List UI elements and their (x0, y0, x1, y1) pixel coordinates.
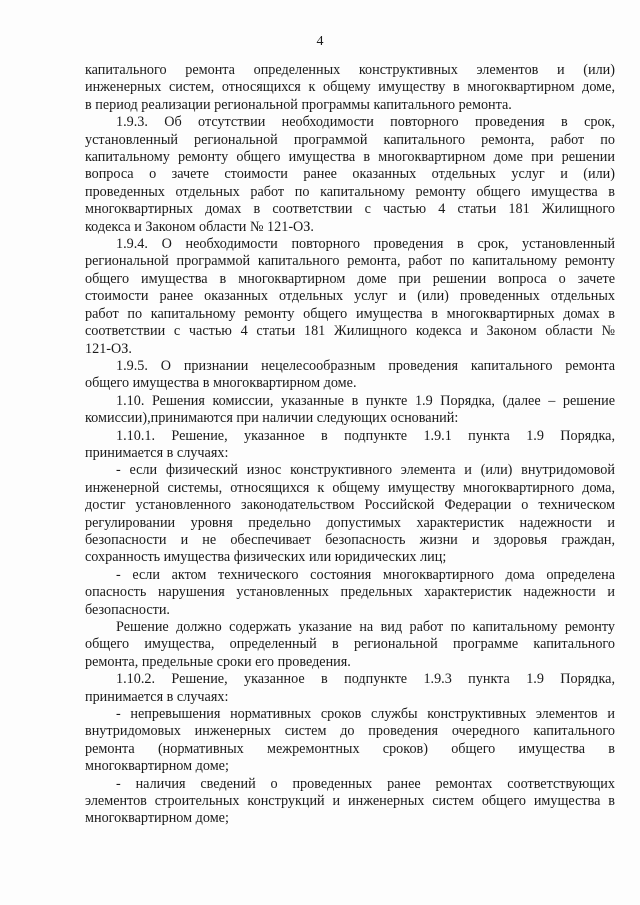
text-line: установленный региональной программой капитального ремонта, работ по (85, 131, 615, 148)
text-line: - если актом технического состояния многоквартирного дома определена (116, 566, 615, 583)
paragraph-p9 (85, 671, 615, 706)
text-line: внутридомовых инженерных систем до проведения очередного капитального (85, 723, 615, 740)
text-line: ремонта, предельные сроки его проведения. (85, 653, 351, 670)
text-line: общего имущества, определенный в региональной программе капитального (85, 636, 615, 653)
text-line: 1.10.2. Решение, указанное в подпункте 1.9.3 пункта 1.9 Порядка, (116, 671, 615, 688)
text-line: сохранность имущества физических или юридических лиц; (85, 549, 447, 566)
text-line: - если физический износ конструктивного элемента и (или) внутридомовой (116, 462, 615, 479)
text-line: проведенных отдельных работ по капитальному ремонту общего имущества в (85, 183, 615, 200)
text-line: капитального ремонта определенных конструктивных элементов и (или) (85, 62, 615, 78)
text-line: - непревышения нормативных сроков службы конструктивных элементов и (116, 706, 615, 723)
text-line: многоквартирном доме; (85, 810, 229, 827)
text-line: принимается в случаях: (85, 688, 229, 705)
text-line: инженерных систем, относящихся к общему имуществу в многоквартирном доме, (85, 79, 615, 96)
document-body (85, 62, 615, 828)
text-line: - наличия сведений о проведенных ранее ремонтах соответствующих (116, 775, 615, 792)
text-line: стоимости ранее оказанных отдельных услуг и (или) проведенных отдельных (85, 288, 615, 305)
paragraph-p6 (85, 462, 615, 566)
text-line: опасность нарушения установленных предельных характеристик надежности и (85, 584, 615, 601)
text-line: общего имущества в многоквартирном доме. (85, 375, 357, 392)
text-line: капитальному ремонту общего имущества в многоквартирном доме при решении (85, 149, 615, 166)
text-line: 1.9.4. О необходимости повторного проведения в срок, установленный (116, 236, 615, 253)
text-line: 121-ОЗ. (85, 340, 132, 357)
text-line: 1.9.5. О признании нецелесообразным проведения капитального ремонта (116, 357, 615, 374)
text-line: безопасности. (85, 601, 170, 618)
paragraph-p0 (85, 62, 615, 114)
text-line: принимается в случаях: (85, 444, 229, 461)
text-line: вопроса о зачете стоимости ранее оказанных отдельных услуг и (или) (85, 166, 615, 183)
text-line: достиг установленного законодательством Российской Федерации о техническом (85, 497, 615, 514)
text-line: Решение должно содержать указание на вид работ по капитальному ремонту (116, 619, 615, 635)
page-number: 4 (316, 34, 324, 49)
text-line: общего имущества в многоквартирном доме при решении вопроса о зачете (85, 270, 615, 287)
paragraph-p4 (85, 393, 615, 428)
text-line: в период реализации региональной программы капитального ремонта. (85, 96, 512, 113)
text-line: 1.10.1. Решение, указанное в подпункте 1.9.1 пункта 1.9 Порядка, (116, 427, 615, 444)
paragraph-p11 (85, 776, 615, 828)
paragraph-p2 (85, 236, 615, 358)
text-line: элементов строительных конструкций и инженерных систем общего имущества в (85, 793, 615, 810)
text-line: ремонта (нормативных межремонтных сроков) общего имущества в (85, 740, 615, 757)
text-line: 1.10. Решения комиссии, указанные в пункте 1.9 Порядка, (далее – решение (116, 392, 615, 409)
paragraph-p8 (85, 619, 615, 671)
paragraph-p7 (85, 567, 615, 619)
text-line: соответствии с частью 4 статьи 181 Жилищного кодекса и Законом области № (85, 323, 615, 340)
text-line: комиссии),принимаются при наличии следующих оснований: (85, 410, 459, 427)
paragraph-p5 (85, 428, 615, 463)
text-line: работ по капитальному ремонту общего имущества в многоквартирных домах в (85, 305, 615, 322)
text-line: региональной программой капитального ремонта, работ по капитальному ремонту (85, 253, 615, 270)
text-line: многоквартирных домах в соответствии с частью 4 статьи 181 Жилищного (85, 201, 615, 218)
text-line: безопасности и не обеспечивает безопасность жизни и здоровья граждан, (85, 531, 615, 548)
text-line: 1.9.3. Об отсутствии необходимости повторного проведения в срок, (116, 114, 615, 131)
paragraph-p10 (85, 706, 615, 776)
text-line: регулировании уровня предельно допустимых характеристик надежности и (85, 514, 615, 531)
paragraph-p3 (85, 358, 615, 393)
paragraph-p1 (85, 114, 615, 236)
text-line: многоквартирном доме; (85, 758, 229, 775)
text-line: инженерной системы, относящихся к общему имуществу многоквартирного дома, (85, 479, 615, 496)
text-line: кодекса и Законом области № 121-ОЗ. (85, 218, 314, 235)
